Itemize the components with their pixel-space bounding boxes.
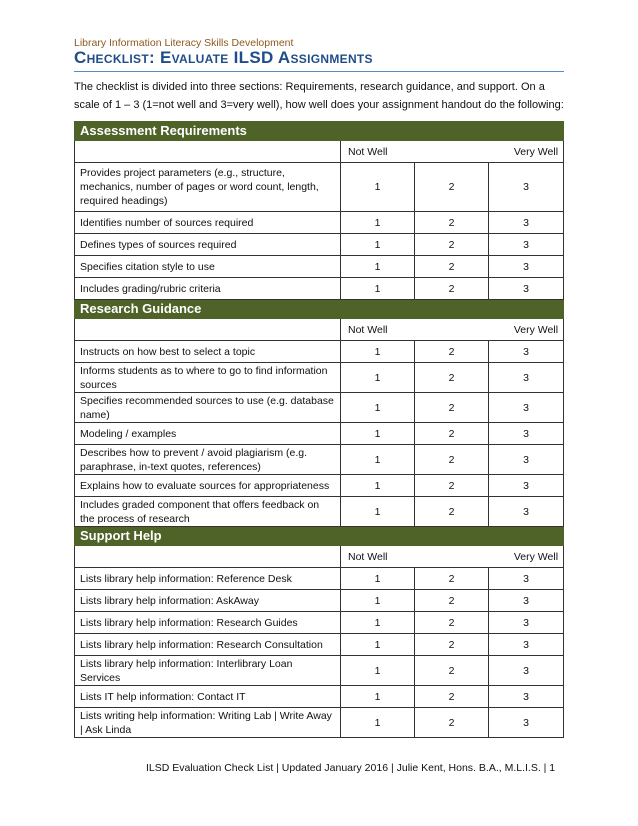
rating-2-cell[interactable]: 2 [415, 568, 489, 590]
scale-row [75, 141, 564, 163]
rating-1-cell[interactable]: 1 [341, 234, 415, 256]
rating-1-cell[interactable]: 1 [341, 163, 415, 212]
criterion-text: Includes grading/rubric criteria [75, 278, 341, 300]
table-row [75, 256, 564, 278]
rating-2-cell[interactable]: 2 [415, 656, 489, 686]
rating-3-cell[interactable]: 3 [489, 445, 564, 475]
scale-blank-cell [75, 546, 341, 568]
rating-1-cell[interactable]: 1 [341, 363, 415, 393]
criterion-text: Specifies citation style to use [75, 256, 341, 278]
criterion-text: Lists library help information: AskAway [75, 590, 341, 612]
rating-3-cell[interactable]: 3 [489, 212, 564, 234]
rating-1-cell[interactable]: 1 [341, 568, 415, 590]
rating-1-cell[interactable]: 1 [341, 393, 415, 423]
rating-3-cell[interactable]: 3 [489, 475, 564, 497]
rating-3-cell[interactable]: 3 [489, 634, 564, 656]
table-row [75, 634, 564, 656]
scale-label-cell [341, 546, 564, 568]
rating-3-cell[interactable]: 3 [489, 590, 564, 612]
rating-1-cell[interactable]: 1 [341, 656, 415, 686]
rating-3-cell[interactable]: 3 [489, 341, 564, 363]
table-row [75, 445, 564, 475]
rating-1-cell[interactable]: 1 [341, 212, 415, 234]
section-title: Assessment Requirements [75, 122, 564, 141]
criterion-text: Explains how to evaluate sources for appropriateness [75, 475, 341, 497]
page-footer: ILSD Evaluation Check List | Updated January 2016 | Julie Kent, Hons. B.A., M.L.I.S. | 1 [146, 762, 556, 774]
criterion-text: Modeling / examples [75, 423, 341, 445]
table-row [75, 163, 564, 212]
scale-not-well: Not Well [348, 145, 388, 158]
rating-3-cell[interactable]: 3 [489, 423, 564, 445]
table-row [75, 497, 564, 527]
scale-row [75, 546, 564, 568]
intro-text: The checklist is divided into three sections: Requirements, research guidance, and support. On a scale of 1 – 3 (1=not well and 3=very well), how well does your assignment handout do the following: [74, 81, 564, 111]
rating-1-cell[interactable]: 1 [341, 423, 415, 445]
rating-3-cell[interactable]: 3 [489, 568, 564, 590]
rating-2-cell[interactable]: 2 [415, 256, 489, 278]
criterion-text: Describes how to prevent / avoid plagiarism (e.g. paraphrase, in-text quotes, references) [75, 445, 341, 475]
table-row [75, 708, 564, 738]
rating-1-cell[interactable]: 1 [341, 612, 415, 634]
rating-3-cell[interactable]: 3 [489, 656, 564, 686]
rating-3-cell[interactable]: 3 [489, 234, 564, 256]
table-row [75, 612, 564, 634]
scale-very-well: Very Well [513, 323, 559, 336]
table-row [75, 423, 564, 445]
table-row [75, 363, 564, 393]
criterion-text: Includes graded component that offers feedback on the process of research [75, 497, 341, 527]
scale-label-cell [341, 319, 564, 341]
rating-2-cell[interactable]: 2 [415, 212, 489, 234]
criterion-text: Defines types of sources required [75, 234, 341, 256]
rating-2-cell[interactable]: 2 [415, 278, 489, 300]
scale-row [75, 319, 564, 341]
rating-2-cell[interactable]: 2 [415, 363, 489, 393]
rating-3-cell[interactable]: 3 [489, 686, 564, 708]
criterion-text: Lists writing help information: Writing Lab | Write Away | Ask Linda [75, 708, 341, 738]
rating-2-cell[interactable]: 2 [415, 393, 489, 423]
rating-2-cell[interactable]: 2 [415, 686, 489, 708]
checklist-table [74, 121, 564, 738]
table-row [75, 568, 564, 590]
criterion-text: Instructs on how best to select a topic [75, 341, 341, 363]
page-title: Checklist: Evaluate ILSD Assignments [74, 48, 373, 67]
scale-very-well: Very Well [513, 550, 559, 563]
rating-2-cell[interactable]: 2 [415, 341, 489, 363]
rating-3-cell[interactable]: 3 [489, 393, 564, 423]
criterion-text: Informs students as to where to go to find information sources [75, 363, 341, 393]
table-row [75, 234, 564, 256]
table-row [75, 341, 564, 363]
scale-blank-cell [75, 141, 341, 163]
rating-2-cell[interactable]: 2 [415, 163, 489, 212]
rating-1-cell[interactable]: 1 [341, 445, 415, 475]
criterion-text: Lists library help information: Research Consultation [75, 634, 341, 656]
rating-1-cell[interactable]: 1 [341, 590, 415, 612]
section-title: Support Help [75, 527, 564, 546]
criterion-text: Specifies recommended sources to use (e.g. database name) [75, 393, 341, 423]
rating-2-cell[interactable]: 2 [415, 497, 489, 527]
rating-2-cell[interactable]: 2 [415, 612, 489, 634]
rating-1-cell[interactable]: 1 [341, 256, 415, 278]
scale-not-well: Not Well [348, 550, 388, 563]
rating-3-cell[interactable]: 3 [489, 278, 564, 300]
table-row [75, 656, 564, 686]
rating-2-cell[interactable]: 2 [415, 234, 489, 256]
rating-3-cell[interactable]: 3 [489, 256, 564, 278]
criterion-text: Provides project parameters (e.g., structure, mechanics, number of pages or word count, length, required headings) [75, 163, 341, 212]
header-kicker: Library Information Literacy Skills Development [74, 37, 294, 49]
scale-label-cell [341, 141, 564, 163]
criterion-text: Lists library help information: Reference Desk [75, 568, 341, 590]
rating-1-cell[interactable]: 1 [341, 497, 415, 527]
rating-2-cell[interactable]: 2 [415, 423, 489, 445]
rating-3-cell[interactable]: 3 [489, 497, 564, 527]
table-row [75, 393, 564, 423]
scale-not-well: Not Well [348, 323, 388, 336]
criterion-text: Lists library help information: Interlibrary Loan Services [75, 656, 341, 686]
rating-3-cell[interactable]: 3 [489, 708, 564, 738]
rating-3-cell[interactable]: 3 [489, 363, 564, 393]
rating-2-cell[interactable]: 2 [415, 708, 489, 738]
section-header [75, 300, 564, 319]
criterion-text: Identifies number of sources required [75, 212, 341, 234]
rating-1-cell[interactable]: 1 [341, 686, 415, 708]
section-header [75, 527, 564, 546]
table-row [75, 590, 564, 612]
rating-3-cell[interactable]: 3 [489, 163, 564, 212]
rating-1-cell[interactable]: 1 [341, 708, 415, 738]
table-row [75, 278, 564, 300]
rating-2-cell[interactable]: 2 [415, 634, 489, 656]
scale-blank-cell [75, 319, 341, 341]
rating-1-cell[interactable]: 1 [341, 634, 415, 656]
rating-2-cell[interactable]: 2 [415, 475, 489, 497]
scale-very-well: Very Well [513, 145, 559, 158]
rating-3-cell[interactable]: 3 [489, 612, 564, 634]
rating-2-cell[interactable]: 2 [415, 590, 489, 612]
title-rule [74, 71, 564, 72]
section-header [75, 122, 564, 141]
criterion-text: Lists IT help information: Contact IT [75, 686, 341, 708]
rating-2-cell[interactable]: 2 [415, 445, 489, 475]
rating-1-cell[interactable]: 1 [341, 278, 415, 300]
table-row [75, 475, 564, 497]
table-row [75, 686, 564, 708]
table-row [75, 212, 564, 234]
rating-1-cell[interactable]: 1 [341, 341, 415, 363]
section-title: Research Guidance [75, 300, 564, 319]
rating-1-cell[interactable]: 1 [341, 475, 415, 497]
criterion-text: Lists library help information: Research Guides [75, 612, 341, 634]
